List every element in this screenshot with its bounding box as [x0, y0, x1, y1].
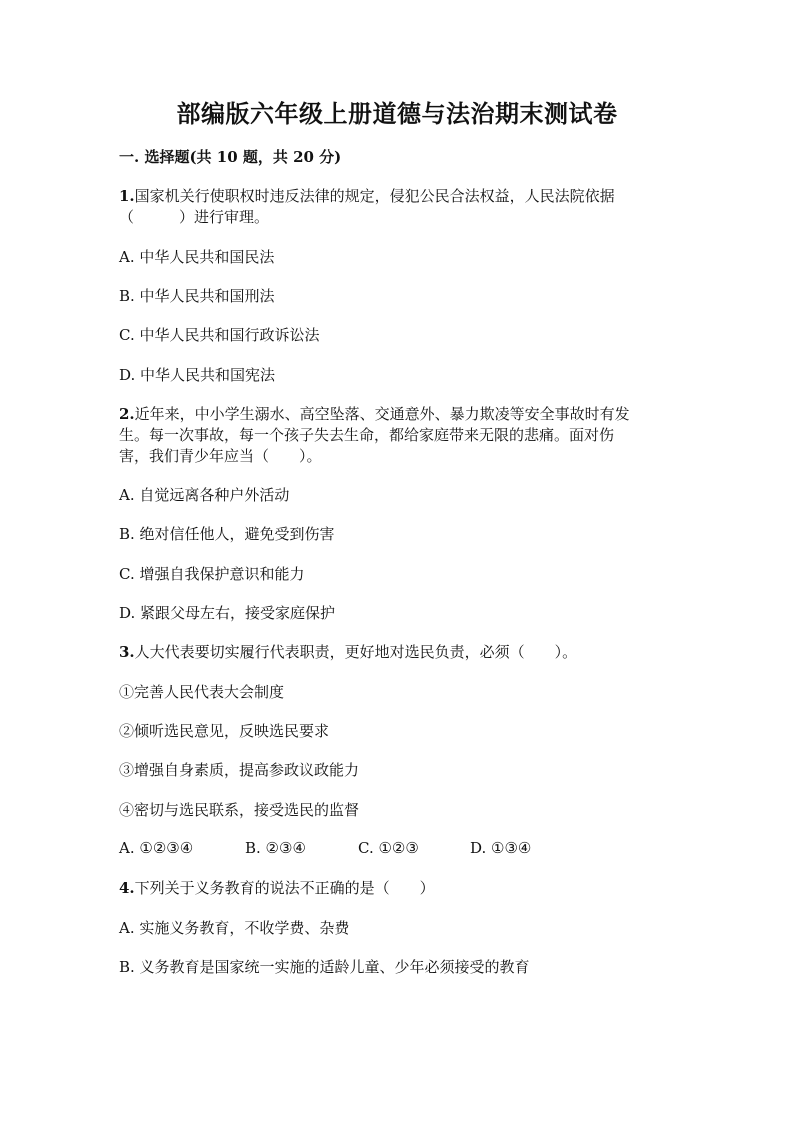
- page-title: 部编版六年级上册道德与法治期末测试卷: [176, 99, 618, 128]
- option-item: B. 义务教育是国家统一实施的适龄儿童、少年必须接受的教育: [119, 958, 530, 976]
- option-item: C. ①②③: [358, 839, 419, 857]
- question-2-line-1: [119, 404, 630, 424]
- option-item: B. ②③④: [245, 839, 306, 857]
- option-item: C. 中华人民共和国行政诉讼法: [119, 326, 320, 344]
- question-number: 4.: [119, 879, 135, 897]
- question-text: 国家机关行使职权时违反法律的规定，侵犯公民合法权益，人民法院依据: [134, 187, 615, 205]
- option-item: A. 实施义务教育，不收学费、杂费: [119, 919, 350, 937]
- option-item: A. 中华人民共和国民法: [119, 248, 275, 266]
- option-item: A. 自觉远离各种户外活动: [119, 486, 290, 504]
- statement-item: ②倾听选民意见，反映选民要求: [119, 722, 330, 740]
- question-number: 1.: [119, 187, 135, 205]
- option-item: A. ①②③④: [119, 839, 194, 857]
- option-item: D. 中华人民共和国宪法: [119, 366, 276, 384]
- option-item: C. 增强自我保护意识和能力: [119, 565, 305, 583]
- statement-item: ①完善人民代表大会制度: [119, 683, 285, 701]
- option-item: B. 中华人民共和国刑法: [119, 287, 275, 305]
- option-item: B. 绝对信任他人，避免受到伤害: [119, 525, 335, 543]
- question-1-line-1: [119, 186, 615, 206]
- option-item: D. 紧跟父母左右，接受家庭保护: [119, 604, 336, 622]
- question-text: 下列关于义务教育的说法不正确的是（ ）: [134, 879, 435, 897]
- option-item: D. ①③④: [470, 839, 532, 857]
- question-1-line-2: （ ）进行审理。: [119, 208, 270, 226]
- question-number: 3.: [119, 643, 135, 661]
- question-text: 近年来，中小学生溺水、高空坠落、交通意外、暴力欺凌等安全事故时有发: [134, 405, 630, 423]
- statement-item: ④密切与选民联系，接受选民的监督: [119, 801, 360, 819]
- question-3-line-1: [119, 642, 577, 662]
- question-2-line-2: 生。每一次事故，每一个孩子失去生命，都给家庭带来无限的悲痛。面对伤: [119, 426, 615, 444]
- question-number: 2.: [119, 405, 135, 423]
- question-2-line-3: 害，我们青少年应当（ ）。: [119, 447, 322, 465]
- section-heading: 一. 选择题(共 10 题，共 20 分): [119, 148, 342, 166]
- question-4-line-1: [119, 878, 435, 898]
- question-text: 人大代表要切实履行代表职责，更好地对选民负责，必须（ ）。: [134, 643, 578, 661]
- statement-item: ③增强自身素质，提高参政议政能力: [119, 761, 360, 779]
